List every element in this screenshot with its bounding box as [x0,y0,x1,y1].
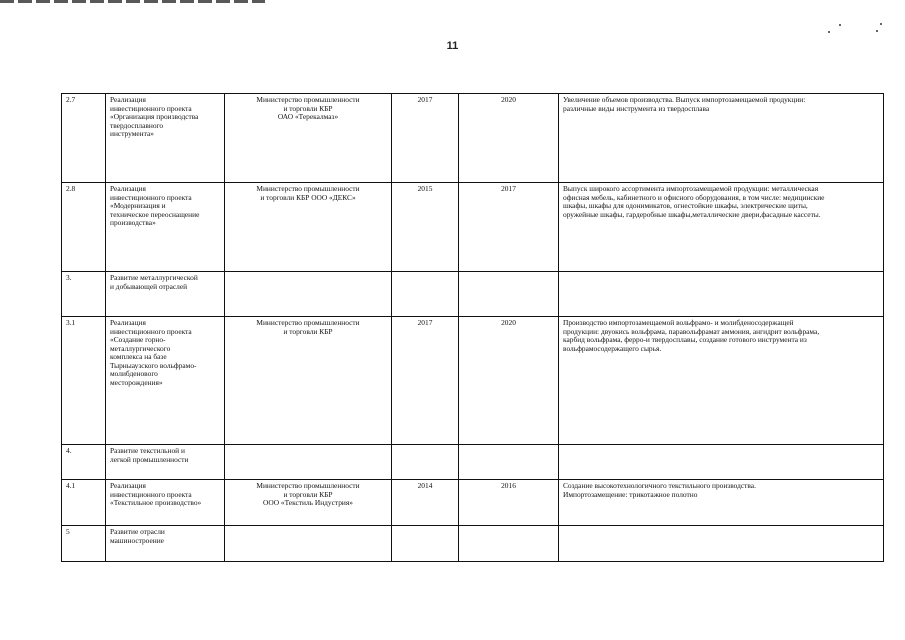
table-row [62,526,884,562]
responsible-org [225,445,392,480]
row-number: 3.1 [62,317,106,445]
start-year: 2015 [392,183,459,272]
row-number: 4.1 [62,480,106,526]
responsible-org: Министерство промышленности и торговли КБР ООО «Текстиль Индустрия» [225,480,392,526]
end-year: 2020 [459,94,559,183]
project-name: Реализация инвестиционного проекта «Создание горно- металлургического комплекса на базе Тырныаузского вольфрамо- молибденового месторождения» [106,317,225,445]
page-number: 11 [446,40,459,52]
scan-speck [839,24,841,26]
responsible-org: Министерство промышленности и торговли КБР [225,317,392,445]
scan-speck [828,31,830,33]
expected-result [559,445,884,480]
responsible-org: Министерство промышленности и торговли КБР ООО «ДЕКС» [225,183,392,272]
expected-result: Выпуск широкого ассортимента импортозамещаемой продукции: металлическая офисная мебель, кабинетного и офисного оборудования, в том числе: медицинские шкафы, шкафы для одонимикатов, огнестойкие шкафы, электрические щиты, оружейные шкафы, гардеробные шкафы,металлические двери,фасадные кассеты. [559,183,884,272]
table-row [62,445,884,480]
project-name: Реализация инвестиционного проекта «Модернизация и техническое переоснащение производства» [106,183,225,272]
row-number: 2.7 [62,94,106,183]
project-name: Реализация инвестиционного проекта «Организация производства твердосплавного инструмента» [106,94,225,183]
project-name: Реализация инвестиционного проекта «Текстильное производство» [106,480,225,526]
end-year [459,272,559,317]
start-year [392,526,459,562]
expected-result: Создание высокотехнологичного текстильного производства. Импортозамещение: трикотажное полотно [559,480,884,526]
section-name: Развитие металлургической и добывающей отраслей [106,272,225,317]
responsible-org [225,526,392,562]
row-number: 2.8 [62,183,106,272]
start-year [392,272,459,317]
program-table [61,93,884,562]
expected-result [559,272,884,317]
table-row [62,183,884,272]
expected-result [559,526,884,562]
scan-artifact-strip [0,0,265,3]
start-year [392,445,459,480]
end-year: 2017 [459,183,559,272]
table-row [62,317,884,445]
end-year [459,445,559,480]
responsible-org: Министерство промышленности и торговли КБР ОАО «Терекалмаз» [225,94,392,183]
expected-result: Увеличение объемов производства. Выпуск импортозамещаемой продукции: различные виды инструмента из твердосплава [559,94,884,183]
table-row [62,480,884,526]
start-year: 2017 [392,94,459,183]
end-year [459,526,559,562]
start-year: 2014 [392,480,459,526]
scan-speck [876,30,878,32]
row-number: 4. [62,445,106,480]
section-name: Развитие отрасли машиностроение [106,526,225,562]
scan-speck [880,23,882,25]
section-name: Развитие текстильной и легкой промышленности [106,445,225,480]
table-row [62,272,884,317]
responsible-org [225,272,392,317]
row-number: 3. [62,272,106,317]
end-year: 2016 [459,480,559,526]
expected-result: Производство импортозамещаемой вольфрамо- и молибденосодержащей продукции: двуокись вольфрама, паравольфрамат аммония, ангидрит вольфрама, карбид вольфрама, ферро-и твердосплавы, создание готового инструмента из вольфрамосодержащего сырья. [559,317,884,445]
start-year: 2017 [392,317,459,445]
end-year: 2020 [459,317,559,445]
row-number: 5 [62,526,106,562]
table-row [62,94,884,183]
